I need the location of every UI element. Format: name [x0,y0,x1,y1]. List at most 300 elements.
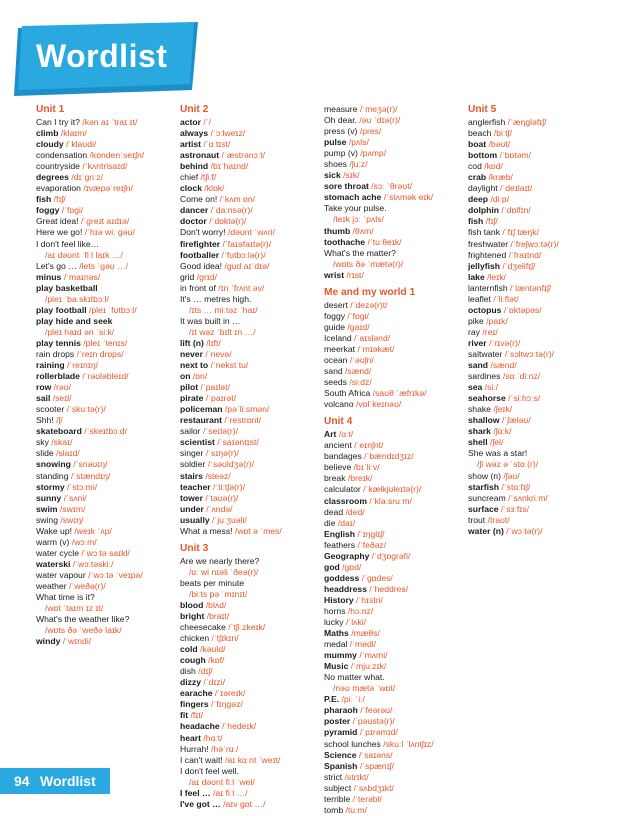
entry-pronunciation: /ˈfɪŋgəz/ [211,699,243,710]
entry-word: windy [36,636,61,647]
entry-pronunciation: /pleɪ haɪd ən ˈsiːk/ [45,326,115,337]
wordlist-entry [324,159,470,170]
wordlist-entry [36,504,182,515]
entry-pronunciation: /ˈstɑːfɪʃ/ [501,481,531,492]
wordlist-entry [468,139,614,150]
wordlist-entry [324,104,470,115]
entry-pronunciation: /ˈmjuːzɪk/ [350,661,387,672]
entry-pronunciation: /aɪ dəʊnt ˈfiːl laɪk …/ [45,249,123,260]
entry-word: I can't wait! [180,754,223,765]
wordlist-entry [36,415,182,426]
wordlist-entry [36,614,182,625]
entry-pronunciation: /ˈklaʊdi/ [66,139,97,150]
entry-word: bottom [468,150,498,161]
entry-word: degrees [36,172,69,183]
entry-word: water vapour [36,569,86,580]
wordlist-entry [36,371,182,382]
wordlist-entry [36,183,182,194]
wordlist-entry [180,415,326,426]
entry-word: Shh! [36,415,54,426]
entry-pronunciation: /ˈtuːθeɪk/ [367,236,402,247]
wordlist-entry [468,371,614,382]
entry-pronunciation: /paɪk/ [486,315,508,326]
wordlist-entry [36,426,182,437]
entry-pronunciation: /daɪ/ [337,517,356,528]
wordlist-entry [324,333,470,344]
entry-pronunciation: /ˈspænɪʃ/ [359,760,394,771]
wordlist-banner [14,22,200,96]
entry-word: terrible [324,793,351,804]
wordlist-entry [468,471,614,482]
wordlist-entry [36,227,182,238]
entry-word: sick [324,170,341,181]
wordlist-entry [324,672,470,683]
entry-word: What's the weather like? [36,614,130,625]
wordlist-entry [180,688,326,699]
entry-word: mummy [324,650,357,661]
entry-pronunciation: /ˈsiːhɔːs/ [508,393,541,404]
entry-word: measure [324,104,358,114]
entry-pronunciation: /ded/ [345,506,365,517]
entry-word: never [180,348,203,359]
wordlist-entry [324,705,470,716]
entry-pronunciation: /bɪˈliːv/ [353,462,380,473]
entry-word: press (v) [324,126,358,137]
entry-pronunciation: /blʌd/ [205,599,227,610]
wordlist-entry [180,382,326,393]
entry-pronunciation: /ˈsʌnkriːm/ [508,492,548,503]
unit-heading: Unit 1 [36,104,65,115]
entry-word: Take your pulse. [324,203,387,214]
entry-pronunciation: /ˈaɪslənd/ [354,332,391,343]
entry-pronunciation: /ɪt wəz ˈbɪlt ɪn …/ [189,326,256,337]
wordlist-entry [36,294,182,305]
entry-pronunciation: /ˈdɒktə(r)/ [209,216,247,227]
entry-pronunciation: /aɪv gɒt …/ [223,798,266,809]
entry-word: swing [36,514,58,525]
entry-pronunciation: /ʃeɪk/ [493,404,513,415]
wordlist-entry [36,117,182,128]
entry-pronunciation: /kɒd/ [484,161,503,172]
entry-word: calculator [324,484,361,495]
wordlist-entry [324,739,470,750]
entry-word: cheesecake [180,622,226,633]
entry-word: It's … metres high. [180,293,252,304]
wordlist-entry [324,805,470,816]
wordlist-entry [324,355,470,366]
wordlist-entry [324,388,470,399]
entry-pronunciation: /wɒt ə ˈmes/ [234,525,282,536]
entry-word: freshwater [468,238,509,249]
wordlist-entry [180,644,326,655]
entry-pronunciation: /sɑːˈdiːnz/ [502,371,541,382]
entry-pronunciation: /bəʊt/ [488,139,511,150]
entry-pronunciation: /ˈwɔːtə saɪkl/ [81,547,130,558]
wordlist-entry [324,181,470,192]
entry-word: firefighter [180,238,221,249]
entry-word: clock [180,183,202,194]
entry-pronunciation: /wɔːm/ [71,536,97,547]
wordlist-entry [36,592,182,603]
wordlist-entry [180,316,326,327]
entry-word: break [324,473,346,484]
unit-heading: Me and my world 1 [324,286,416,298]
wordlist-entry [180,128,326,139]
entry-pronunciation: /həˈrɑː/ [211,743,239,754]
wordlist-entry [468,437,614,448]
wordlist-entry [36,272,182,283]
wordlist-entry [468,382,614,393]
wordlist-entry [324,226,470,237]
entry-word: water (n) [468,525,504,536]
wordlist-entry [468,216,614,227]
entry-word: sky [36,437,49,448]
entry-word: foggy [36,205,60,216]
entry-pronunciation: /ˈfaɪəfaɪtə(r)/ [222,238,272,249]
entry-word: Oh dear. [324,115,357,126]
entry-word: classroom [324,495,367,506]
entry-word: toothache [324,236,366,247]
entry-pronunciation: /ˈkælkjʊleɪtə(r)/ [363,484,422,495]
entry-pronunciation: /aɪ kɑːnt ˈweɪt/ [225,754,281,765]
wordlist-entry [468,415,614,426]
wordlist-entry [36,305,182,316]
entry-word: lanternfish [468,282,508,293]
entry-pronunciation: /ˈeɪnʃnt/ [354,440,384,451]
entry-pronunciation: /ˈæstrənɔːt/ [221,150,266,161]
entry-word: English [324,528,356,539]
wordlist-entry [324,137,470,148]
wordlist-entry [36,216,182,227]
wordlist-entry [468,272,614,283]
entry-pronunciation: /ˈwɔːtə ˈveɪpə/ [88,569,143,580]
wordlist-entry [468,305,614,316]
entry-word: on [180,371,191,382]
entry-pronunciation: /saʊθ ˈæfrɪkə/ [372,388,427,399]
entry-pronunciation: /ʃi wəz ə ˈstɑː(r)/ [477,459,539,470]
wordlist-entry [324,595,470,606]
wordlist-entry [324,540,470,551]
entry-word: play hide and seek [36,315,113,326]
entry-pronunciation: /ˈstændɪŋ/ [70,470,111,481]
entry-pronunciation: /pʌls/ [348,137,369,148]
wordlist-entry [468,349,614,360]
entry-word: headdress [324,583,367,594]
wordlist-entry [36,482,182,493]
entry-pronunciation: /ˈskuːtə(r)/ [66,404,106,415]
wordlist-entry [180,172,326,183]
entry-pronunciation: /ˈsəʊldʒə(r)/ [207,459,255,470]
entry-pronunciation: /lets ˈgəʊ …/ [79,260,129,271]
entry-pronunciation: /ˈtʃiːzkeɪk/ [228,622,266,633]
wordlist-entry [468,327,614,338]
entry-word: tomb [324,804,344,815]
entry-word: guide [324,321,346,332]
entry-pronunciation: /θʌm/ [352,225,374,236]
entry-pronunciation: /ɪvæpəˈreɪʃn/ [83,183,133,194]
wordlist-entry [36,261,182,272]
entry-pronunciation: /kɒndenˈseɪʃn/ [89,150,145,161]
entry-word: boat [468,139,487,150]
entry-word: bright [180,611,205,622]
wordlist-entry [468,504,614,515]
entry-pronunciation: /sænd/ [345,366,372,377]
entry-word: shell [468,437,488,448]
entry-word: row [36,382,52,393]
entry-pronunciation: /ˈstʌmək eɪk/ [383,192,434,203]
entry-word: evaporation [36,183,81,194]
wordlist-entry [180,161,326,172]
entry-pronunciation: /braɪt/ [206,611,230,622]
entry-pronunciation: /vɒlˈkeɪnəʊ/ [356,399,402,410]
entry-word: in front of [180,282,216,293]
wordlist-entry [324,344,470,355]
wordlist-entry [36,349,182,360]
entry-pronunciation: /ˈdaːnsə(r)/ [210,205,253,216]
wordlist-entry [324,650,470,661]
entry-word: starfish [468,481,500,492]
entry-pronunciation: /ˈpaɪrət/ [205,393,237,404]
wordlist-entry [36,448,182,459]
wordlist-entry [36,327,182,338]
entry-pronunciation: /əʊ ˈdɪə(r)/ [359,115,401,126]
entry-word: earache [180,688,213,699]
entry-pronunciation: /ˈɑːtɪst/ [203,139,231,150]
entry-word: What time is it? [36,592,95,603]
entry-pronunciation: /ˈweðə(r)/ [68,580,106,591]
entry-word: grid [180,271,195,282]
wordlist-entry [180,448,326,459]
entry-pronunciation: /pəˈliːsmən/ [224,404,270,415]
entry-pronunciation: /ɪts … miːtəz ˈhaɪ/ [189,304,258,315]
wordlist-entry [180,294,326,305]
wordlist-entry [324,203,470,214]
entry-word: feathers [324,539,356,550]
entry-word: artist [180,139,202,150]
entry-word: I don't feel well. [180,765,239,776]
entry-word: singer [180,448,204,459]
wordlist-entry [36,570,182,581]
wordlist-entry [468,150,614,161]
entry-word: die [324,517,336,528]
entry-pronunciation: /steəz/ [205,470,231,481]
entry-pronunciation: /ˈhɪstri/ [356,594,383,605]
wordlist-entry [324,377,470,388]
wordlist-entry [180,139,326,150]
entry-word: believe [324,462,352,473]
entry-word: play basketball [36,282,98,293]
entry-word: water cycle [36,547,79,558]
entry-word: snowing [36,459,71,470]
wordlist-entry [324,639,470,650]
entry-word: wrist [324,269,345,280]
entry-word: dolphin [468,205,500,216]
entry-word: suncream [468,492,506,503]
entry-word: warm (v) [36,536,70,547]
entry-word: beach [468,128,492,139]
entry-pronunciation: /ˈəʊʃn/ [349,354,374,365]
wordlist-entry [324,399,470,410]
wordlist-entry [36,316,182,327]
entry-pronunciation: /pleɪ ˈfʊtbɔːl/ [89,304,137,315]
entry-pronunciation: /ˈfʊtbɔːlə(r)/ [221,249,266,260]
entry-pronunciation: /ˈpəʊstə(r)/ [352,716,395,727]
entry-word: foggy [324,310,346,321]
entry-word: scientist [180,437,215,448]
entry-pronunciation: /ˈfɪʃ tæŋk/ [502,227,539,238]
entry-word: sand [468,360,489,371]
entry-pronunciation: /ˈwɔːtə(r)/ [506,525,543,536]
entry-word: Can I try it? [36,117,80,127]
wordlist-entry [36,581,182,592]
entry-word: river [468,337,487,348]
entry-pronunciation: /strɪkt/ [344,771,369,782]
entry-word: school lunches [324,738,381,749]
entry-pronunciation: /ˈfraɪtnd/ [508,249,542,260]
entry-word: cold [180,644,198,655]
entry-pronunciation: /biːts pə ˈmɪnɪt/ [189,588,248,599]
wordlist-entry [180,699,326,710]
entry-pronunciation: /ˈkʌm ɒn/ [219,194,255,205]
entry-word: desert [324,299,348,310]
entry-word: subject [324,782,352,793]
entry-word: rain drops [36,348,75,359]
entry-word: raining [36,360,65,371]
wordlist-entry [324,617,470,628]
entry-word: P.E. [324,694,340,705]
wordlist-entry [36,404,182,415]
entry-word: Iceland [324,332,352,343]
entry-pronunciation: /ˈtiːtʃə(r)/ [212,481,245,492]
entry-pronunciation: /bɪˈhaɪnd/ [210,161,249,172]
wordlist-entry [180,371,326,382]
entry-word: frightened [468,249,507,260]
entry-word: stomach ache [324,192,382,203]
entry-pronunciation: /ʃəʊ/ [503,470,520,481]
entry-word: stormy [36,481,65,492]
entry-pronunciation: /ˈmaɪnəs/ [63,271,101,282]
entry-pronunciation: /ˈsʌni/ [63,492,87,503]
entry-word: lift (n) [180,337,204,348]
wordlist-entry [180,305,326,316]
wordlist-entry [180,327,326,338]
entry-word: ancient [324,440,352,451]
wordlist-entry [180,349,326,360]
entry-pronunciation: /ˈstɔːmi/ [67,481,98,492]
entry-word: I don't feel like… [36,238,100,249]
wordlist-entry [36,338,182,349]
entry-pronunciation: /dɪˈgriːz/ [71,172,104,183]
wordlist-entry [180,360,326,371]
entry-word: South Africa [324,388,371,399]
entry-word: deep [468,194,489,205]
entry-word: pilot [180,382,199,393]
entry-pronunciation: /ˈgreɪt aɪdɪə/ [80,216,130,227]
footer-label: Wordlist [40,773,96,789]
entry-pronunciation: /ˈnevə/ [205,348,232,359]
wordlist-entry [324,750,470,761]
wordlist-entry [36,128,182,139]
wordlist-entry [36,515,182,526]
wordlist-entry [468,117,614,128]
entry-pronunciation: /swɪŋ/ [60,514,84,525]
entry-pronunciation: /skaɪ/ [51,437,73,448]
wordlist-entry [468,482,614,493]
entry-word: fish [36,194,52,205]
entry-pronunciation: /ˈʌndə/ [206,503,233,514]
entry-pronunciation: /ˈɪəreɪk/ [214,688,246,699]
entry-word: sardines [468,371,501,382]
wordlist-entry [36,150,182,161]
wordlist-entry [36,239,182,250]
wordlist-entry [468,261,614,272]
entry-word: skateboard [36,426,82,437]
wordlist-entry [468,316,614,327]
entry-word: shark [468,426,491,437]
entry-pronunciation: /siː/ [484,382,499,393]
entry-word: play football [36,304,87,315]
entry-word: condensation [36,150,88,161]
entry-pronunciation: /leɪk/ [487,271,506,282]
entry-word: countryside [36,161,80,172]
entry-word: fit [180,710,189,721]
entry-pronunciation: /seɪl/ [52,393,72,404]
entry-word: actor [180,117,202,127]
entry-word: Wake up! [36,525,72,536]
entry-word: headache [180,721,220,732]
wordlist-entry [180,437,326,448]
wordlist-entry [324,473,470,484]
entry-word: Music [324,661,349,672]
entry-pronunciation: /ˈdɒlfɪn/ [501,205,531,216]
wordlist-column-1 [36,104,182,647]
entry-word: cod [468,161,482,172]
entry-pronunciation: /sænd/ [490,360,517,371]
entry-word: pump (v) [324,148,358,159]
entry-pronunciation: /fɪʃ/ [485,216,498,227]
entry-word: soldier [180,459,206,470]
entry-pronunciation: /ˈhedeɪk/ [222,721,257,732]
wordlist-column-3 [324,104,470,816]
wordlist-entry [180,666,326,677]
wordlist-entry [36,603,182,614]
entry-pronunciation: /pʌmp/ [360,148,387,159]
wordlist-entry [180,283,326,294]
entry-pronunciation: /teɪk jɔː ˈpʌls/ [333,214,384,225]
wordlist-entry [468,448,614,459]
wordlist-entry [180,459,326,470]
entry-pronunciation: /hɑːt/ [203,732,223,743]
entry-pronunciation: /ˈɔːlweɪz/ [210,128,246,139]
entry-pronunciation: /ʃ/ [56,415,63,426]
wordlist-entry [468,294,614,305]
entry-word: Art [324,429,337,440]
entry-pronunciation: /ʃel/ [489,437,504,448]
entry-word: Don't worry! [180,227,226,238]
entry-word: behind [180,161,209,172]
wordlist-entry [468,183,614,194]
unit-heading: Unit 2 [180,104,209,115]
entry-word: fish [468,216,484,227]
entry-word: play tennis [36,337,81,348]
entry-word: teacher [180,481,211,492]
wordlist-entry [180,493,326,504]
entry-pronunciation: /sɪk/ [343,170,360,181]
wordlist-entry [180,227,326,238]
entry-pronunciation: /reɪ/ [482,326,498,337]
entry-word: minus [36,271,62,282]
wordlist-entry [324,518,470,529]
